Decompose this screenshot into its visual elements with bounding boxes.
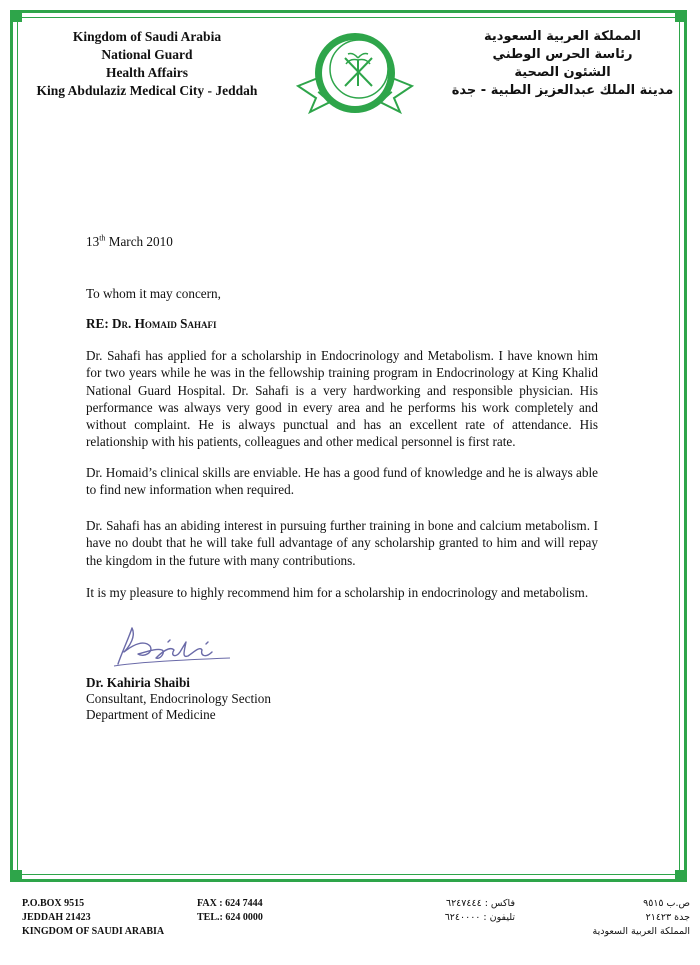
subject-prefix: RE: [86,316,113,331]
footer-fax: FAX : 624 7444 [197,898,263,909]
footer-pobox: P.O.BOX 9515 [22,898,85,909]
border-corner-top-left [10,10,22,22]
letterhead-arabic-division: الشئون الصحية [514,65,611,80]
footer-contact [197,897,327,925]
footer-address [22,897,192,939]
border-corner-bottom-right [675,870,687,882]
letterhead-arabic-facility: مدينة الملك عبدالعزيز الطبية - جدة [451,83,674,98]
letter-paragraph-2: Dr. Homaid’s clinical skills are enviable. He has a good fund of knowledge and he is always able to find new information when required. [86,465,598,498]
footer-arabic-fax: فاكس : ٦٢٤٧٤٤٤ [445,898,515,909]
letter-salutation: To whom it may concern, [86,286,221,301]
footer-city: JEDDAH 21423 [22,912,91,923]
letter-paragraph-4: It is my pleasure to highly recommend him for a scholarship in endocrinology and metabolism. [86,585,589,600]
date-rest: March 2010 [108,234,173,249]
letterhead-arabic [440,28,685,100]
date-day: 13 [86,234,100,249]
footer-arabic-tel: تليفون : ٦٢٤٠٠٠٠ [444,912,515,923]
footer-arabic-contact [385,897,515,925]
border-corner-bottom-left [10,870,22,882]
letterhead-country: Kingdom of Saudi Arabia [72,29,222,44]
footer-arabic-country: المملكة العربية السعودية [592,926,690,937]
handwritten-signature [110,622,240,672]
footer-arabic-address [540,897,690,939]
letterhead-arabic-organization: رئاسة الحرس الوطني [492,47,633,62]
letterhead-division: Health Affairs [105,65,189,80]
letter-paragraph-3: Dr. Sahafi has an abiding interest in pursuing further training in bone and calcium metabolism. I have no doubt that he will take full advantage of any scholarship granted to him and will repay the kingdom in the future with many contributions. [86,518,598,568]
letterhead-facility: King Abdulaziz Medical City - Jeddah [36,83,258,98]
signature-block [86,675,386,723]
subject-name: Dr. Homaid Sahafi [112,316,217,331]
letterhead-organization: National Guard [101,47,193,62]
signer-title: Consultant, Endocrinology Section [86,691,271,706]
letterhead-english [32,28,262,100]
footer-arabic-city: جدة ٢١٤٢٣ [645,912,690,923]
footer-tel: TEL.: 624 0000 [197,912,263,923]
footer-arabic-pobox: ص.ب ٩٥١٥ [643,898,690,909]
letter-date [86,233,598,250]
footer-country: KINGDOM OF SAUDI ARABIA [22,926,165,937]
border-corner-top-right [675,10,687,22]
date-suffix: th [99,233,106,243]
letter-paragraph-1: Dr. Sahafi has applied for a scholarship in Endocrinology and Metabolism. I have known him for two years while he was in the fellowship training program in Endocrinology at King Khalid National Guard Hospital. Dr. Sahafi is a very hardworking and responsible physician. His performance was always very good in every area and he performs his work completely and without complaint. He is always punctual and has an excellent rate of attendance. His relationship with his patients, colleagues and other medical personnel is first rate. [86,348,598,450]
letter-subject [86,315,598,332]
national-guard-emblem-icon [290,28,420,128]
signer-department: Department of Medicine [86,707,216,722]
signer-name: Dr. Kahiria Shaibi [86,675,190,690]
letterhead-arabic-country: المملكة العربية السعودية [484,29,641,44]
